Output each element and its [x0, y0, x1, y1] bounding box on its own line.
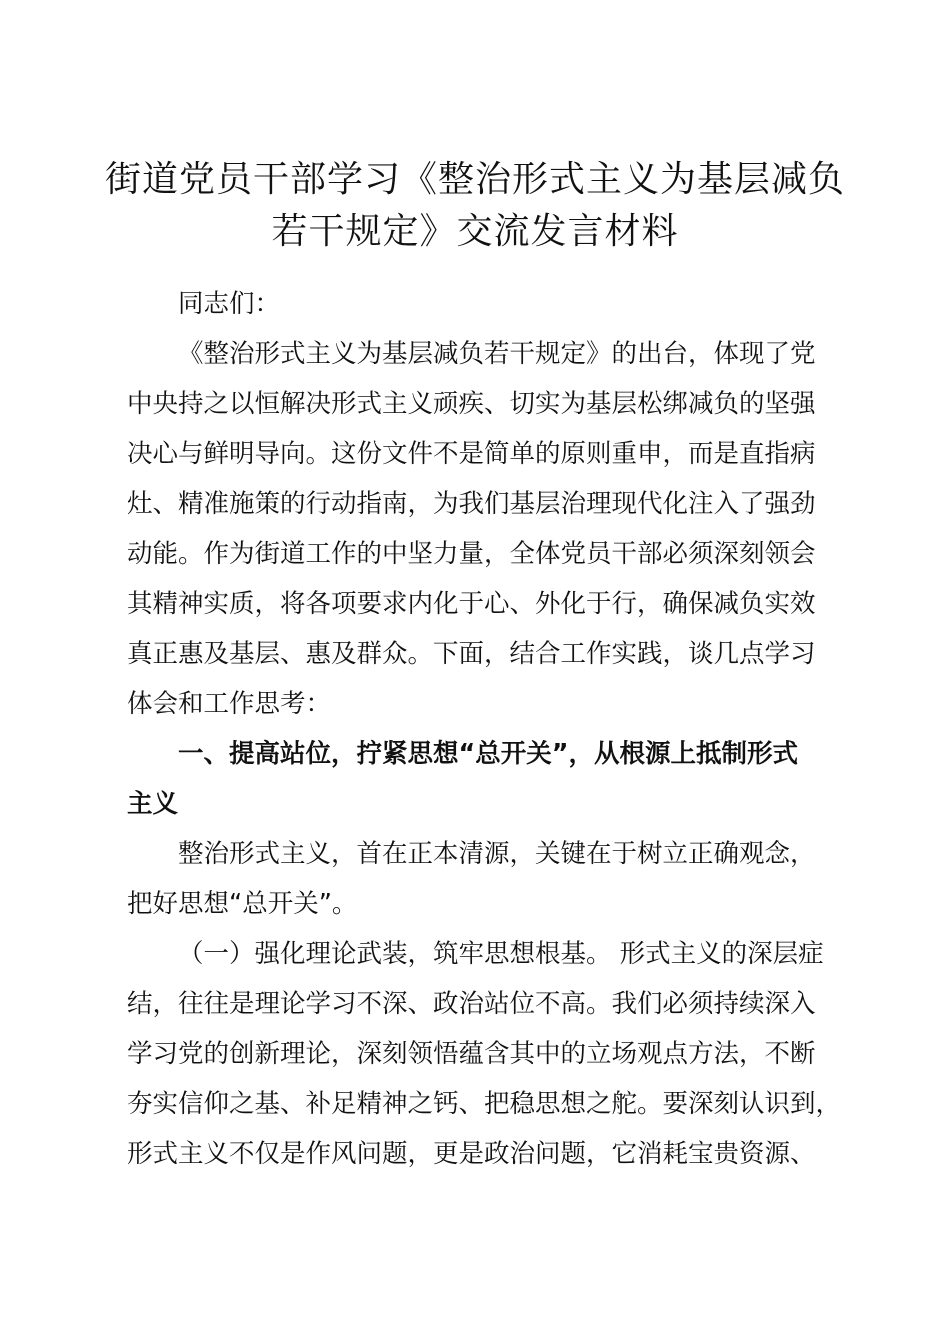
section-heading-line: 一、提高站位，拧紧思想“总开关”，从根源上抵制形式	[178, 739, 799, 769]
section-heading-line: 主义	[127, 789, 179, 819]
paragraph-line: 真正惠及基层、惠及群众。下面，结合工作实践，谈几点学习	[127, 639, 816, 669]
paragraph-line: 形式主义不仅是作风问题，更是政治问题，它消耗宝贵资源、	[127, 1139, 816, 1169]
paragraph-line: （一）强化理论武装，筑牢思想根基。 形式主义的深层症	[178, 939, 824, 969]
paragraph-line: 整治形式主义，首在正本清源，关键在于树立正确观念，	[178, 839, 816, 869]
paragraph-line: 中央持之以恒解决形式主义顽疾、切实为基层松绑减负的坚强	[127, 389, 816, 419]
paragraph-line: 动能。作为街道工作的中坚力量，全体党员干部必须深刻领会	[127, 539, 816, 569]
document-title-line-1: 街道党员干部学习《整治形式主义为基层减负	[104, 159, 845, 200]
paragraph-line: 把好思想“总开关”。	[127, 889, 358, 919]
paragraph-line: 夯实信仰之基、补足精神之钙、把稳思想之舵。要深刻认识到，	[127, 1089, 842, 1119]
document-title-line-2: 若干规定》交流发言材料	[271, 211, 679, 252]
salutation: 同志们：	[178, 289, 281, 319]
paragraph-line: 其精神实质，将各项要求内化于心、外化于行，确保减负实效	[127, 589, 816, 619]
paragraph-line: 《整治形式主义为基层减负若干规定》的出台，体现了党	[178, 339, 816, 369]
paragraph-line: 决心与鲜明导向。这份文件不是简单的原则重申，而是直指病	[127, 439, 816, 469]
paragraph-line: 学习党的创新理论，深刻领悟蕴含其中的立场观点方法，不断	[127, 1039, 816, 1069]
paragraph-line: 结，往往是理论学习不深、政治站位不高。我们必须持续深入	[127, 989, 816, 1019]
paragraph-line: 体会和工作思考：	[127, 689, 332, 719]
paragraph-line: 灶、精准施策的行动指南，为我们基层治理现代化注入了强劲	[127, 489, 816, 519]
